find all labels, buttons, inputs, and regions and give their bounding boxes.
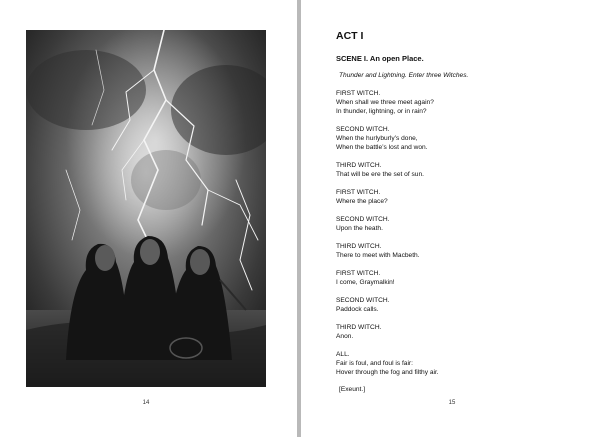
speech-line: There to meet with Macbeth. [336, 252, 420, 259]
speech [336, 188, 586, 206]
speaker-name: FIRST WITCH. [336, 189, 381, 196]
speaker-name: THIRD WITCH. [336, 324, 382, 331]
play-text [336, 30, 586, 393]
speech [336, 269, 586, 287]
speech [336, 296, 586, 314]
speech-line: Upon the heath. [336, 225, 383, 232]
speech-line: Fair is foul, and foul is fair: [336, 360, 413, 367]
speech [336, 350, 586, 377]
speech-line: Hover through the fog and filthy air. [336, 369, 439, 376]
speaker-name: SECOND WITCH. [336, 216, 390, 223]
speech-line: Paddock calls. [336, 306, 379, 313]
speaker-name: THIRD WITCH. [336, 243, 382, 250]
speaker-name: ALL. [336, 351, 350, 358]
speaker-name: FIRST WITCH. [336, 90, 381, 97]
speaker-name: FIRST WITCH. [336, 270, 381, 277]
witch-figures [66, 236, 232, 360]
speech-line: That will be ere the set of sun. [336, 171, 424, 178]
speech [336, 215, 586, 233]
speech-line: Anon. [336, 333, 354, 340]
speech [336, 89, 586, 116]
speaker-name: SECOND WITCH. [336, 297, 390, 304]
speaker-name: THIRD WITCH. [336, 162, 382, 169]
speech-line: Where the place? [336, 198, 388, 205]
scene-heading: SCENE I. An open Place. [336, 54, 424, 63]
speech [336, 323, 586, 341]
speech-line: When the battle’s lost and won. [336, 144, 428, 151]
speech [336, 242, 586, 260]
speaker-name: SECOND WITCH. [336, 126, 390, 133]
speech-line: In thunder, lightning, or in rain? [336, 108, 427, 115]
witches-illustration [26, 30, 266, 387]
stage-direction: Thunder and Lightning. Enter three Witches. [339, 72, 469, 79]
speech-line: I come, Graymalkin! [336, 279, 395, 286]
page-number-left: 14 [142, 400, 150, 406]
exit-direction: [Exeunt.] [339, 386, 366, 393]
page-number-right: 15 [448, 400, 456, 406]
speech-line: When the hurlyburly’s done, [336, 135, 418, 142]
speech [336, 125, 586, 152]
speech-line: When shall we three meet again? [336, 99, 434, 106]
right-page [301, 0, 600, 437]
speech [336, 161, 586, 179]
left-page [0, 0, 297, 437]
act-heading: ACT I [336, 30, 364, 42]
